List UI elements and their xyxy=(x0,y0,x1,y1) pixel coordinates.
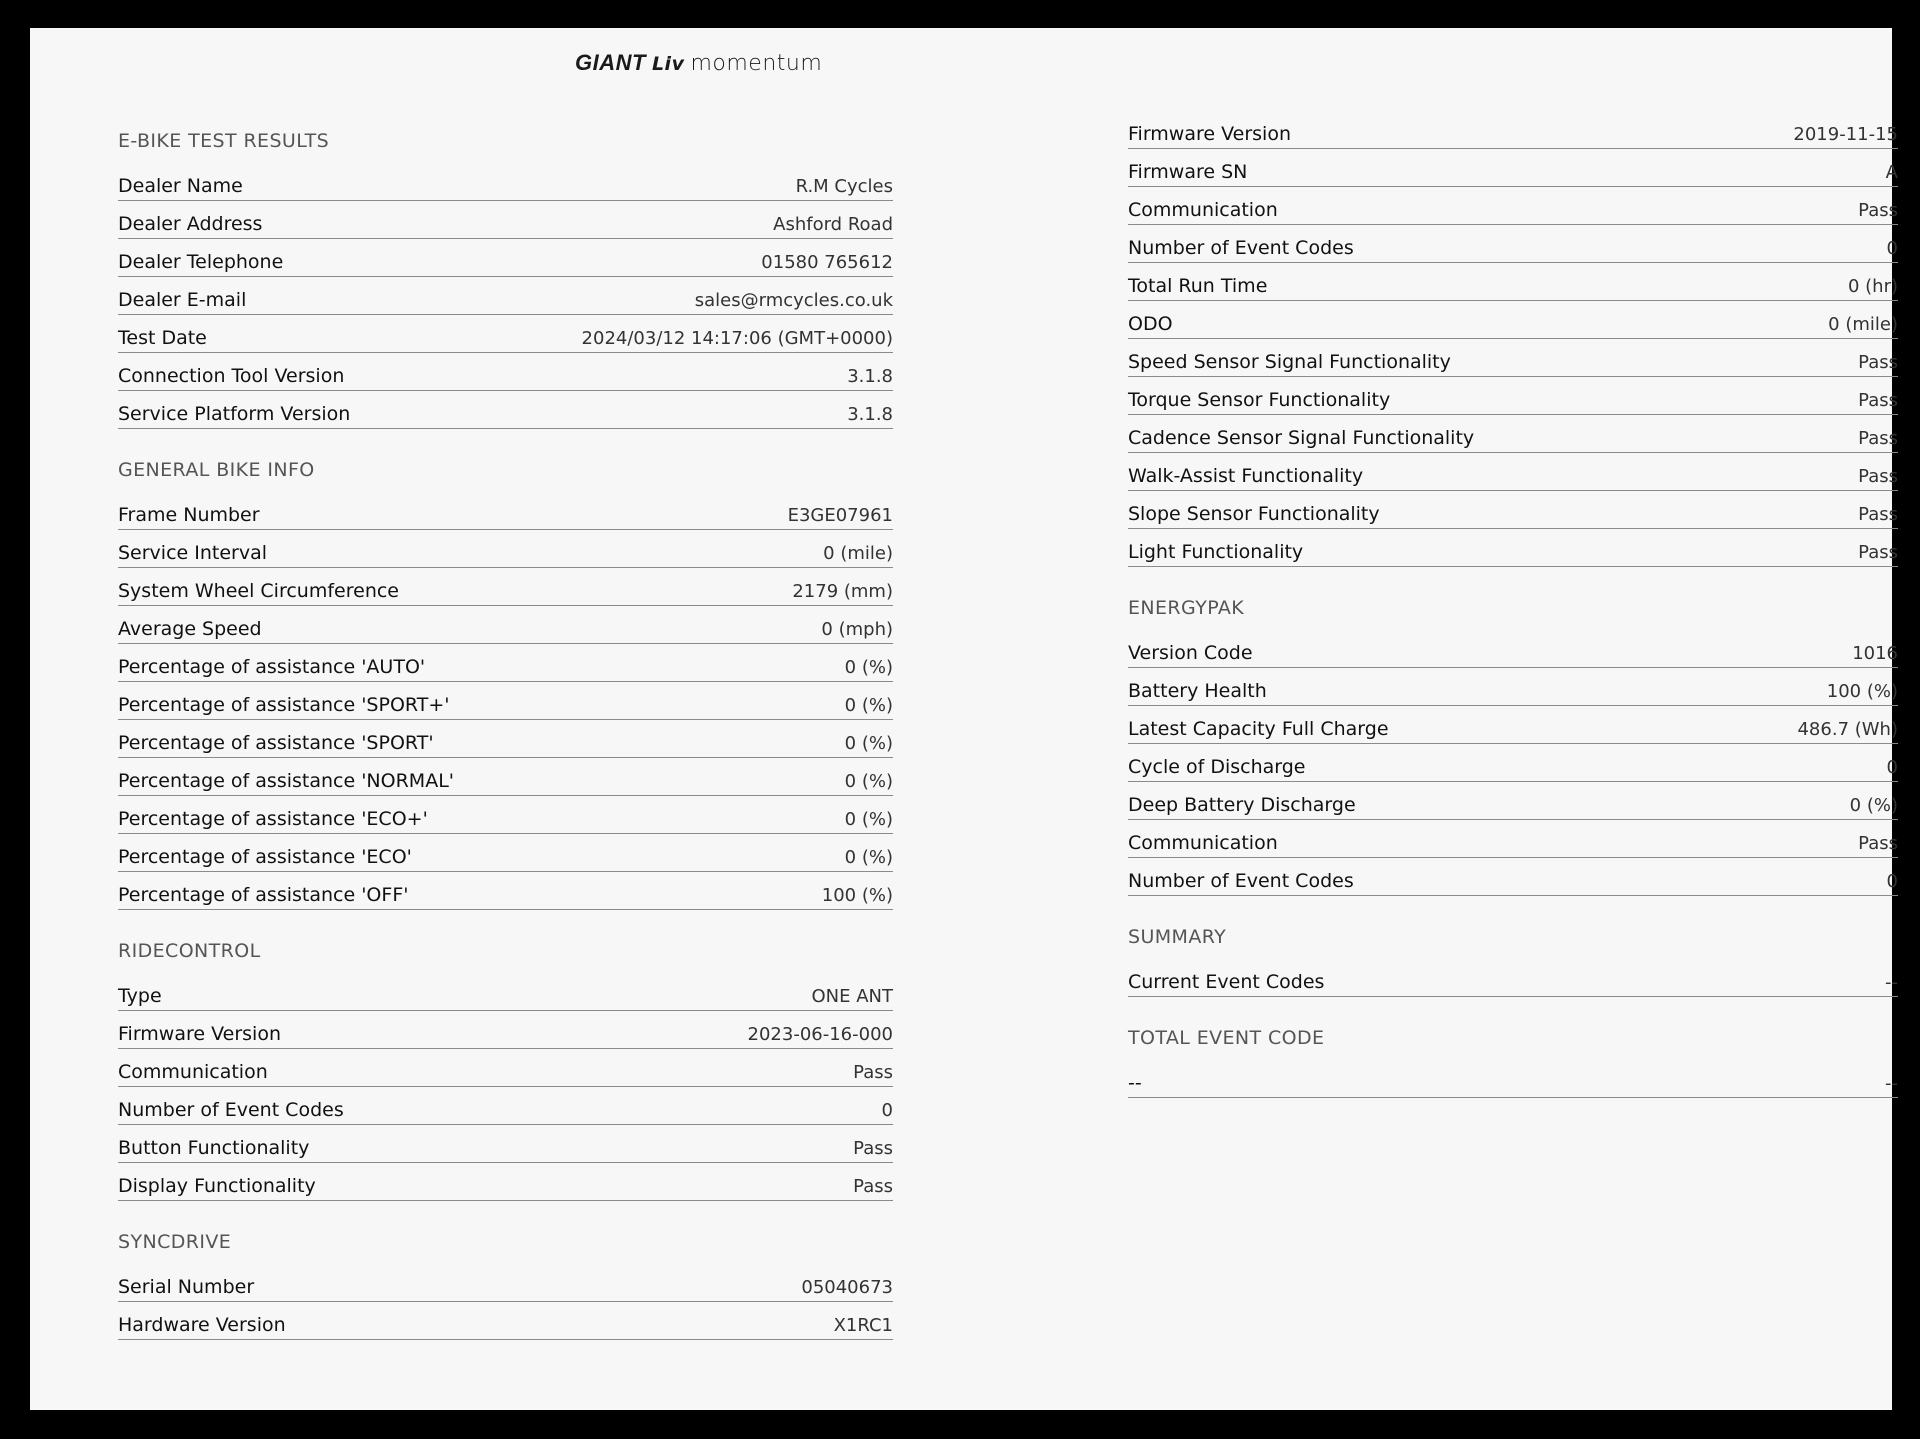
field-row xyxy=(1128,188,1898,225)
field-label: Percentage of assistance 'ECO+' xyxy=(118,808,428,830)
field-value: Pass xyxy=(1858,352,1898,373)
field-row xyxy=(1128,821,1898,858)
field-value: E3GE07961 xyxy=(787,505,893,526)
field-value: Ashford Road xyxy=(773,214,893,235)
left-column xyxy=(118,128,893,1341)
field-row xyxy=(118,835,893,872)
field-label: Connection Tool Version xyxy=(118,365,345,387)
field-row xyxy=(1128,264,1898,301)
field-row xyxy=(118,1303,893,1340)
field-label: Dealer Telephone xyxy=(118,251,284,273)
field-value: 0 xyxy=(1886,757,1898,778)
field-value: 0 (%) xyxy=(844,847,893,868)
field-value: A xyxy=(1885,162,1898,183)
field-value: 0 (%) xyxy=(844,771,893,792)
field-label: ODO xyxy=(1128,313,1173,335)
field-label: -- xyxy=(1128,1072,1142,1094)
field-label: Current Event Codes xyxy=(1128,971,1325,993)
field-row xyxy=(118,1164,893,1201)
field-row xyxy=(118,531,893,568)
field-value: Pass xyxy=(1858,466,1898,487)
field-value: 05040673 xyxy=(801,1277,893,1298)
field-row xyxy=(118,873,893,910)
field-label: Cycle of Discharge xyxy=(1128,756,1306,778)
field-label: Latest Capacity Full Charge xyxy=(1128,718,1389,740)
field-value: 0 xyxy=(1886,238,1898,259)
field-row xyxy=(118,240,893,277)
field-value: -- xyxy=(1885,972,1898,993)
field-value: -- xyxy=(1885,1073,1898,1094)
field-row xyxy=(118,1088,893,1125)
field-row xyxy=(1128,530,1898,567)
field-row xyxy=(118,392,893,429)
field-value: 01580 765612 xyxy=(761,252,893,273)
field-label: Hardware Version xyxy=(118,1314,286,1336)
field-label: Average Speed xyxy=(118,618,262,640)
section-title: TOTAL EVENT CODE xyxy=(1128,1027,1325,1049)
field-label: Number of Event Codes xyxy=(1128,870,1354,892)
field-row xyxy=(118,278,893,315)
field-value: 0 xyxy=(1886,871,1898,892)
field-value: 100 (%) xyxy=(821,885,893,906)
field-row xyxy=(1128,378,1898,415)
field-row xyxy=(118,1126,893,1163)
field-label: Communication xyxy=(1128,199,1278,221)
field-row xyxy=(1128,112,1898,149)
field-label: Dealer Name xyxy=(118,175,243,197)
field-label: Display Functionality xyxy=(118,1175,316,1197)
field-row xyxy=(1128,745,1898,782)
field-row xyxy=(1128,707,1898,744)
field-value: 3.1.8 xyxy=(847,404,893,425)
field-value: Pass xyxy=(1858,200,1898,221)
field-row xyxy=(1128,226,1898,263)
brand-logo xyxy=(575,50,822,76)
field-label: Deep Battery Discharge xyxy=(1128,794,1356,816)
field-label: Light Functionality xyxy=(1128,541,1304,563)
field-row xyxy=(1128,783,1898,820)
field-row xyxy=(118,493,893,530)
field-label: Communication xyxy=(1128,832,1278,854)
section-title: RIDECONTROL xyxy=(118,940,261,962)
field-value: Pass xyxy=(853,1176,893,1197)
field-row xyxy=(118,569,893,606)
field-label: Walk-Assist Functionality xyxy=(1128,465,1364,487)
field-label: Service Platform Version xyxy=(118,403,351,425)
field-row xyxy=(1128,960,1898,997)
field-label: Slope Sensor Functionality xyxy=(1128,503,1380,525)
field-value: ONE ANT xyxy=(811,986,893,1007)
field-row xyxy=(1128,492,1898,529)
section-title: E-BIKE TEST RESULTS xyxy=(118,130,330,152)
field-row xyxy=(1128,416,1898,453)
field-row xyxy=(1128,150,1898,187)
field-value: Pass xyxy=(1858,542,1898,563)
field-value: 0 (mile) xyxy=(823,543,893,564)
field-row xyxy=(1128,631,1898,668)
field-label: Percentage of assistance 'SPORT+' xyxy=(118,694,450,716)
field-row xyxy=(1128,302,1898,339)
field-value: Pass xyxy=(1858,504,1898,525)
field-value: 100 (%) xyxy=(1826,681,1898,702)
field-label: Test Date xyxy=(118,327,207,349)
field-value: R.M Cycles xyxy=(795,176,893,197)
right-column xyxy=(1128,112,1898,1099)
field-value: 0 (%) xyxy=(844,809,893,830)
logo-liv: Liv xyxy=(651,53,685,75)
field-value: 2179 (mm) xyxy=(792,581,893,602)
field-label: System Wheel Circumference xyxy=(118,580,399,602)
field-value: sales@rmcycles.co.uk xyxy=(694,290,893,311)
field-value: Pass xyxy=(853,1062,893,1083)
field-label: Communication xyxy=(118,1061,268,1083)
field-label: Cadence Sensor Signal Functionality xyxy=(1128,427,1475,449)
field-value: 3.1.8 xyxy=(847,366,893,387)
field-row xyxy=(118,1050,893,1087)
field-label: Percentage of assistance 'NORMAL' xyxy=(118,770,454,792)
field-value: Pass xyxy=(1858,833,1898,854)
field-value: 0 xyxy=(881,1100,893,1121)
field-value: Pass xyxy=(853,1138,893,1159)
field-value: 0 (%) xyxy=(1849,795,1898,816)
field-label: Version Code xyxy=(1128,642,1253,664)
field-label: Frame Number xyxy=(118,504,260,526)
field-row xyxy=(1128,1061,1898,1098)
document-page xyxy=(30,28,1898,1410)
field-value: 0 (mph) xyxy=(821,619,893,640)
field-value: 2019-11-15 xyxy=(1793,124,1898,145)
field-label: Percentage of assistance 'ECO' xyxy=(118,846,412,868)
field-label: Type xyxy=(118,985,162,1007)
field-value: 0 (mile) xyxy=(1828,314,1898,335)
field-label: Firmware SN xyxy=(1128,161,1248,183)
field-label: Dealer E-mail xyxy=(118,289,247,311)
field-row xyxy=(118,1265,893,1302)
field-value: 0 (%) xyxy=(844,695,893,716)
field-row xyxy=(1128,454,1898,491)
field-label: Percentage of assistance 'OFF' xyxy=(118,884,409,906)
field-row xyxy=(118,721,893,758)
section-title: SYNCDRIVE xyxy=(118,1231,232,1253)
field-row xyxy=(118,316,893,353)
field-label: Dealer Address xyxy=(118,213,263,235)
field-label: Percentage of assistance 'SPORT' xyxy=(118,732,434,754)
field-label: Number of Event Codes xyxy=(118,1099,344,1121)
field-label: Firmware Version xyxy=(1128,123,1291,145)
field-value: 0 (%) xyxy=(844,733,893,754)
field-row xyxy=(118,164,893,201)
field-label: Speed Sensor Signal Functionality xyxy=(1128,351,1451,373)
field-label: Number of Event Codes xyxy=(1128,237,1354,259)
section-title: SUMMARY xyxy=(1128,926,1227,948)
field-row xyxy=(118,759,893,796)
field-value: 2023-06-16-000 xyxy=(747,1024,893,1045)
field-row xyxy=(1128,859,1898,896)
field-value: 0 (%) xyxy=(844,657,893,678)
field-value: Pass xyxy=(1858,390,1898,411)
field-value: 2024/03/12 14:17:06 (GMT+0000) xyxy=(581,328,893,349)
field-row xyxy=(118,797,893,834)
field-label: Percentage of assistance 'AUTO' xyxy=(118,656,426,678)
section-title: ENERGYPAK xyxy=(1128,597,1245,619)
field-row xyxy=(118,202,893,239)
field-label: Total Run Time xyxy=(1128,275,1268,297)
field-row xyxy=(118,645,893,682)
field-value: 486.7 (Wh) xyxy=(1797,719,1898,740)
field-row xyxy=(118,683,893,720)
field-row xyxy=(118,974,893,1011)
field-row xyxy=(1128,340,1898,377)
field-label: Torque Sensor Functionality xyxy=(1128,389,1391,411)
field-label: Service Interval xyxy=(118,542,268,564)
field-label: Button Functionality xyxy=(118,1137,310,1159)
field-row xyxy=(118,607,893,644)
section-title: GENERAL BIKE INFO xyxy=(118,459,315,481)
field-label: Serial Number xyxy=(118,1276,255,1298)
logo-giant: GIANT xyxy=(575,50,646,75)
field-row xyxy=(118,354,893,391)
field-row xyxy=(118,1012,893,1049)
field-value: Pass xyxy=(1858,428,1898,449)
field-label: Firmware Version xyxy=(118,1023,281,1045)
field-row xyxy=(1128,669,1898,706)
field-value: 0 (hr) xyxy=(1847,276,1898,297)
field-value: X1RC1 xyxy=(833,1315,893,1336)
field-label: Battery Health xyxy=(1128,680,1267,702)
field-value: 1016 xyxy=(1852,643,1898,664)
logo-momentum: momentum xyxy=(690,51,823,76)
